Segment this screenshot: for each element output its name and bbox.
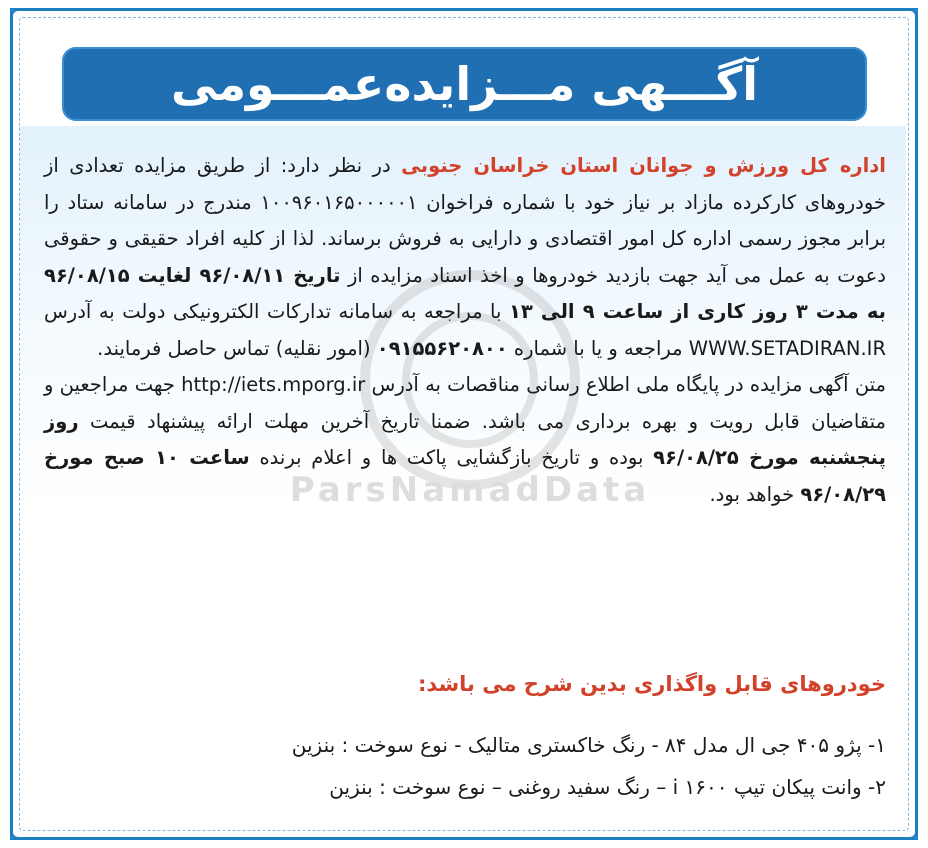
intro-text-3: مراجعه و یا با شماره	[507, 336, 689, 360]
notice-text-1: متن آگهی مزایده در پایگاه ملی اطلاع رسانی مناقصات به آدرس	[365, 373, 887, 396]
notice-text-2: جهت مراجعین و متقاضیان قابل رویت و بهره برداری می باشد. ضمنا تاریخ آخرین مهلت ارائه پیشنهاد قیمت	[44, 373, 886, 433]
corner-ornament	[10, 8, 30, 28]
contact-phone: ۰۹۱۵۵۶۲۰۸۰۰	[376, 336, 508, 360]
notice-text-3: بوده و تاریخ بازگشایی پاکت ها و اعلام برنده	[249, 446, 654, 469]
bid-deadline: روز پنجشنبه مورخ ۹۶/۰۸/۲۵	[44, 409, 886, 469]
corner-ornament	[898, 8, 918, 28]
intro-text-4: (امور نقلیه) تماس حاصل فرمایند.	[97, 336, 377, 360]
vehicles-list	[44, 724, 886, 808]
intro-text-1: در نظر دارد: از طریق مزایده تعدادی از خودروهای کارکرده مازاد بر نیاز خود با شماره فراخوان ۱۰۰۹۶۰۱۶۵۰۰۰۰۰۱ مندرج در سامانه ستاد را برابر مجوز رسمی اداره کل امور اقتصادی و دارایی به فروش برساند. لذا از کلیه افراد حقیقی و حقوقی دعوت به عمل می آید جهت بازدید خودروها و اخذ اسناد مزایده از	[44, 154, 886, 287]
iets-url-link[interactable]: http://iets.mporg.ir	[181, 373, 366, 396]
opening-time: ساعت ۱۰ صبح مورخ ۹۶/۰۸/۲۹	[44, 446, 886, 506]
organization-name: اداره کل ورزش و جوانان استان خراسان جنوبی	[401, 154, 886, 177]
vehicles-heading: خودروهای قابل واگذاری بدین شرح می باشد:	[417, 672, 886, 696]
watermark-text: ParsNamadData	[289, 470, 651, 510]
intro-paragraph	[44, 148, 886, 367]
visit-date-range: تاریخ ۹۶/۰۸/۱۱ لغایت ۹۶/۰۸/۱۵ به مدت ۳ روز کاری از ساعت ۹ الی ۱۳	[44, 263, 886, 323]
intro-text-2: با مراجعه به سامانه تدارکات الکترونیکی دولت به آدرس	[44, 300, 509, 323]
page-title: آگـــهی مـــزایده‌عمـــومی	[171, 57, 758, 111]
list-item: ۱- پژو ۴۰۵ جی ال مدل ۸۴ - رنگ خاکستری متالیک - نوع سوخت : بنزین	[291, 733, 886, 757]
setad-website-link[interactable]: WWW.SETADIRAN.IR	[688, 336, 886, 360]
ad-body	[44, 148, 886, 513]
list-item: ۲- وانت پیکان تیپ i ۱۶۰۰ – رنگ سفید روغنی – نوع سوخت : بنزین	[329, 775, 886, 799]
notice-paragraph	[44, 367, 886, 513]
title-banner	[62, 47, 867, 121]
notice-text-4: خواهد بود.	[709, 482, 801, 506]
